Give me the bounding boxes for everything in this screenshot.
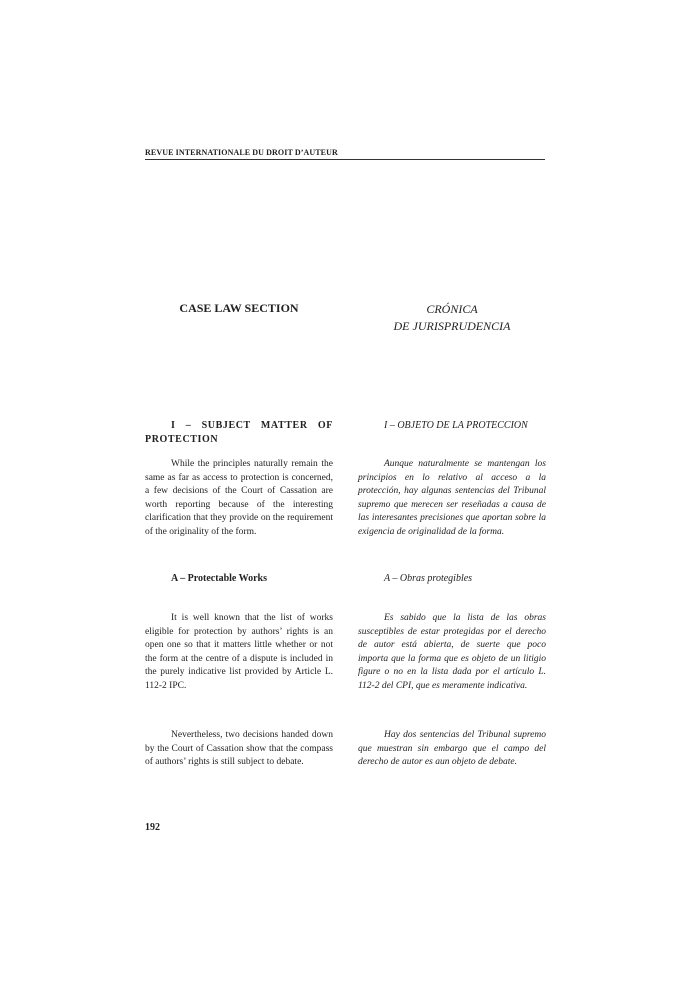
para-es-3: Hay dos sentencias del Tribunal supremo que muestran sin embargo que el campo del derecho de autor es aun objeto de debate. (358, 730, 546, 768)
heading-en-1-block (145, 419, 333, 447)
para-en-2: It is well known that the list of works eligible for protection by authors’ rights is an open one so that it matters little whether or not the form at the centre of a dispute is included in the purely indicative list provided by Article L. 112-2 IPC. (145, 613, 333, 691)
heading-es-1-block (358, 419, 546, 433)
page-number: 192 (145, 822, 160, 833)
para-es-1-block (358, 458, 546, 540)
para-en-1: While the principles naturally remain the same as far as access to protection is concerned, a few decisions of the Court of Cassation are worth reporting because of the interesting clarification that they provide on the requirement of the originality of the form. (145, 459, 333, 537)
section-title-es (358, 301, 546, 335)
heading-en-1: I – SUBJECT MATTER OF PROTECTION (145, 420, 333, 445)
para-en-1-block (145, 458, 333, 540)
para-es-1: Aunque naturalmente se mantengan los principios en lo relativo al acceso a la protección, hay algunas sentencias del Tribunal supremo que merecen ser reseñadas a causa de las interesantes precisiones que aportan sobre la exigencia de originalidad de la forma. (358, 459, 546, 537)
para-es-2-block (358, 612, 546, 694)
para-es-2: Es sabido que la lista de las obras susceptibles de estar protegidas por el derecho de autor está abierta, de suerte que poco importa que la forma que es objeto de un litigio figure o no en la lista dada por el artículo L. 112-2 del CPI, que es meramente indicativa. (358, 613, 546, 691)
section-title-es-line2: DE JURISPRUDENCIA (393, 319, 511, 333)
subheading-es-a: A – Obras protegibles (384, 573, 473, 584)
para-en-3-block (145, 729, 333, 770)
para-es-3-block (358, 729, 546, 770)
running-head: REVUE INTERNATIONALE DU DROIT D’AUTEUR (145, 148, 338, 157)
para-en-3: Nevertheless, two decisions handed down by the Court of Cassation show that the compass of authors’ rights is still subject to debate. (145, 730, 333, 768)
section-title-en: CASE LAW SECTION (179, 301, 299, 315)
header-rule (145, 159, 545, 160)
heading-es-1: I – OBJETO DE LA PROTECCION (384, 420, 528, 431)
para-en-2-block (145, 612, 333, 694)
subheading-es-a-block (358, 572, 546, 586)
subheading-en-a: A – Protectable Works (171, 573, 268, 584)
section-title-es-line1: CRÓNICA (426, 302, 478, 316)
subheading-en-a-block (145, 572, 333, 586)
